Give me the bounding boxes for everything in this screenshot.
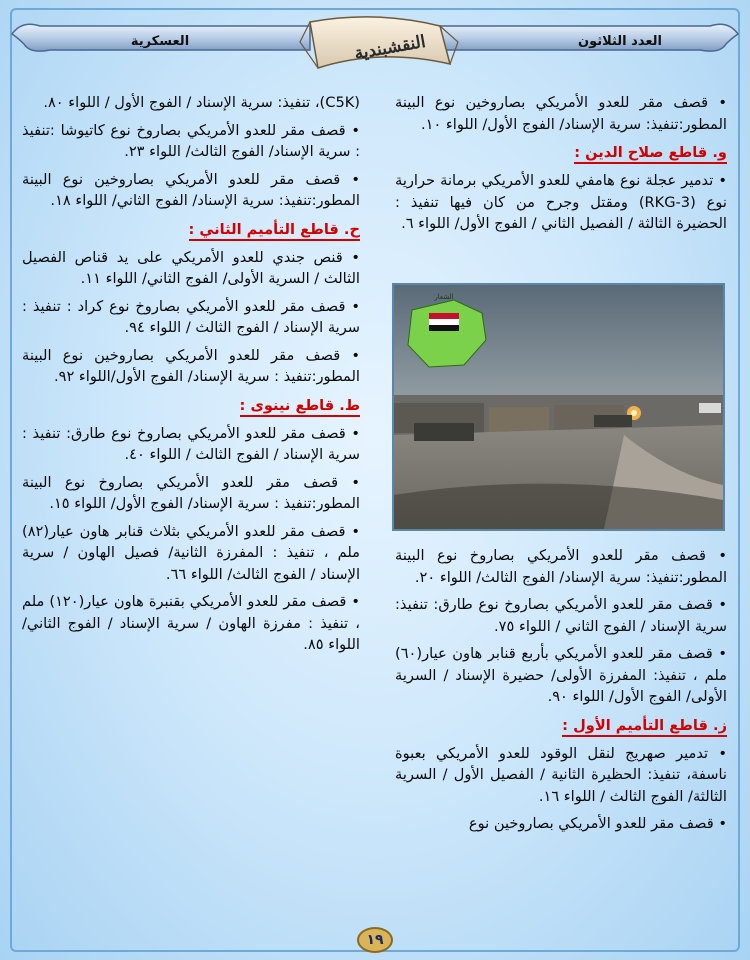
news-photo	[392, 283, 725, 531]
logo-caption: الشعار	[434, 293, 454, 301]
section-heading-tamim-second: ح. قاطع التأميم الثاني :	[189, 220, 361, 241]
list-item: • قصف مقر للعدو الأمريكي بصاروخ نوع البينة المطور:تنفيذ : سرية الإسناد/ الفوج الأول/ اللواء ١٥.	[22, 472, 360, 515]
left-column	[22, 92, 360, 662]
section-heading-salahuddin: و. قاطع صلاح الدين :	[574, 143, 727, 164]
list-item: • قصف مقر للعدو الأمريكي بصاروخ نوع كاتيوشا :تنفيذ : سرية الإسناد/ الفوج الثالث/ اللواء ٢٣.	[22, 120, 360, 163]
header-magazine-title: النقشبندية	[352, 31, 428, 65]
list-item: • قنص جندي للعدو الأمريكي على يد قناص الفصيل الثالث / السرية الأولى/ الفوج الثاني/ اللواء ١١.	[22, 247, 360, 290]
page-number: ١٩	[357, 927, 393, 953]
list-item: • قصف مقر للعدو الأمريكي بصاروخ نوع كراد : تنفيذ : سرية الإسناد / الفوج الثالث / اللواء ٩٤.	[22, 296, 360, 339]
list-item: • قصف مقر للعدو الأمريكي بثلاث قنابر هاون عيار(٨٢) ملم ، تنفيذ : المفرزة الثانية/ فصيل الهاون / سرية الإسناد / الفوج الثالث/ اللواء ٦٦.	[22, 521, 360, 586]
list-item: (C5K)، تنفيذ: سرية الإسناد / الفوج الأول / اللواء ٨٠.	[43, 94, 360, 111]
list-item: • قصف مقر للعدو الأمريكي بصاروخ نوع البينة المطور:تنفيذ: سرية الإسناد/ الفوج الثالث/ اللواء ٢٠.	[395, 545, 727, 588]
right-column-top	[395, 92, 727, 241]
section-heading-tamim-first: ز. قاطع التأميم الأول :	[562, 716, 727, 737]
list-item: • قصف مقر للعدو الأمريكي بصاروخ نوع طارق: تنفيذ : سرية الإسناد / الفوج الثالث / اللواء ٤٠.	[22, 423, 360, 466]
list-item: • قصف مقر للعدو الأمريكي بصاروخين نوع البينة المطور:تنفيذ: سرية الإسناد/ الفوج الأول/ اللواء ١٠.	[395, 92, 727, 135]
section-heading-nineveh: ط. قاطع نينوى :	[240, 396, 360, 417]
right-column-bottom	[395, 545, 727, 841]
list-item: • قصف مقر للعدو الأمريكي بقنبرة هاون عيار(١٢٠) ملم ، تنفيذ : مفرزة الهاون / سرية الإسناد / الفوج الثاني/ اللواء ٨٥.	[22, 591, 360, 656]
list-item: • تدمير عجلة نوع هامفي للعدو الأمريكي برمانة حرارية نوع (RKG-3) ومقتل وجرح من كان فيها تنفيذ : الحضيرة الثالثة / الفصيل الثاني / الفوج الأول/ اللواء ٦.	[395, 170, 727, 235]
header-ribbon	[10, 12, 740, 72]
list-item: • قصف مقر للعدو الأمريكي بأربع قنابر هاون عيار(٦٠) ملم ، تنفيذ: المفرزة الأولى/ حضيرة الإسناد / السرية الأولى/ الفوج الأول/ اللواء ٩٠.	[395, 643, 727, 708]
list-item: • قصف مقر للعدو الأمريكي بصاروخين نوع البينة المطور:تنفيذ : سرية الإسناد/ الفوج الأول/اللواء ٩٢.	[22, 345, 360, 388]
list-item: • تدمير صهريج لنقل الوقود للعدو الأمريكي بعبوة ناسفة، تنفيذ: الحظيرة الثانية / الفصيل الأول / السرية الثالثة/ الفوج الثالث / اللواء ١٦.	[395, 743, 727, 808]
list-item: • قصف مقر للعدو الأمريكي بصاروخين نوع	[395, 813, 727, 835]
list-item: • قصف مقر للعدو الأمريكي بصاروخ نوع طارق: تنفيذ: سرية الإسناد / الفوج الثاني / اللواء ٧٥.	[395, 594, 727, 637]
header-section-title: العسكرية	[130, 34, 190, 49]
header-issue-number: العدد الثلاثون	[577, 34, 663, 49]
list-item: • قصف مقر للعدو الأمريكي بصاروخين نوع البينة المطور:تنفيذ: سرية الإسناد/ الفوج الثاني/ اللواء ١٨.	[22, 169, 360, 212]
